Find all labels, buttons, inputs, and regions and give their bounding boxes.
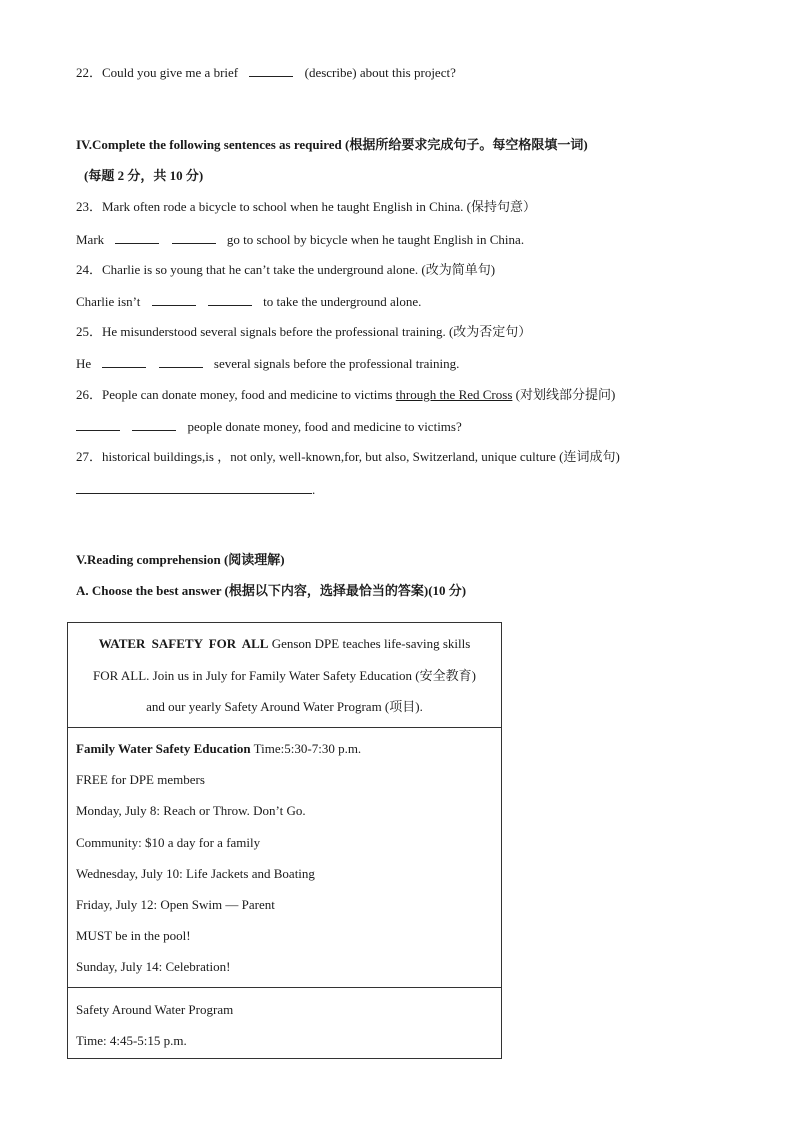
notice-divider-1 — [68, 727, 501, 728]
fwse-line-2: Monday, July 8: Reach or Throw. Don’t Go. — [76, 803, 306, 818]
q25-blank-2[interactable] — [159, 355, 203, 368]
fwse-line-5: Friday, July 12: Open Swim — Parent — [76, 897, 275, 912]
q25-prompt: 25．He misunderstood several signals before the professional training. (改为否定句） — [76, 324, 532, 339]
q26-underlined-part: through the Red Cross — [395, 387, 513, 402]
section-4-score: (每题 2 分，共 10 分) — [84, 168, 204, 183]
fwse-line-7: Sunday, July 14: Celebration! — [76, 959, 231, 974]
fwse-title: Family Water Safety Education — [76, 741, 251, 756]
q26-prompt-a: 26．People can donate money, food and medicine to victims — [76, 387, 393, 402]
q24-end: to take the underground alone. — [263, 294, 422, 309]
q26-prompt-b: (对划线部分提问) — [515, 387, 616, 402]
fwse-time: Time:5:30-7:30 p.m. — [253, 741, 362, 756]
notice-intro-1: Genson DPE teaches life-saving skills — [271, 636, 471, 651]
notice-intro-line-2: FOR ALL. Join us in July for Family Water Safety Education (安全教育) — [93, 668, 476, 683]
q23-blank-2[interactable] — [172, 231, 216, 244]
fwse-line-1: FREE for DPE members — [76, 772, 205, 787]
sawp-title: Safety Around Water Program — [76, 1002, 234, 1017]
q27-prompt: 27．historical buildings,is ，not only, well-known,for, but also, Switzerland, unique culture (连词成句) — [76, 449, 620, 464]
q26-blank-1[interactable] — [76, 418, 120, 431]
q27-end: . — [312, 482, 316, 497]
section-4-heading: IV.Complete the following sentences as required (根据所给要求完成句子。每空格限填一词) — [76, 137, 588, 152]
notice-intro-line-1 — [68, 636, 501, 652]
fwse-line-3: Community: $10 a day for a family — [76, 835, 261, 850]
q24-blank-2[interactable] — [208, 293, 252, 306]
q22-blank[interactable] — [249, 64, 293, 77]
fwse-line-4: Wednesday, July 10: Life Jackets and Boating — [76, 866, 315, 881]
fwse-line-6: MUST be in the pool! — [76, 928, 191, 943]
q23-answer-line — [76, 231, 524, 248]
q22-text-b: (describe) about this project? — [304, 65, 456, 80]
q26-prompt — [76, 387, 615, 403]
q25-start: He — [76, 356, 92, 371]
q24-start: Charlie isn’t — [76, 294, 141, 309]
q25-blank-1[interactable] — [102, 355, 146, 368]
q22-text-a: 22．Could you give me a brief — [76, 65, 239, 80]
q23-prompt: 23．Mark often rode a bicycle to school when he taught English in China. (保持句意） — [76, 199, 536, 214]
q27-blank[interactable] — [76, 481, 312, 494]
q24-answer-line — [76, 293, 421, 310]
section-5-subheading: A. Choose the best answer (根据以下内容，选择最恰当的答案)(10 分) — [76, 583, 467, 598]
water-safety-notice — [67, 622, 502, 1059]
sawp-time: Time: 4:45-5:15 p.m. — [76, 1033, 187, 1048]
q23-blank-1[interactable] — [115, 231, 159, 244]
q26-end: people donate money, food and medicine to victims? — [187, 419, 462, 434]
q26-answer-line — [76, 418, 462, 435]
notice-title: WATER SAFETY FOR ALL — [98, 636, 269, 651]
q24-blank-1[interactable] — [152, 293, 196, 306]
notice-intro-line-3: and our yearly Safety Around Water Program (项目). — [146, 699, 423, 714]
question-22 — [76, 64, 456, 81]
q23-end: go to school by bicycle when he taught English in China. — [226, 232, 525, 247]
q25-end: several signals before the professional training. — [213, 356, 460, 371]
notice-divider-2 — [68, 987, 501, 988]
q26-blank-2[interactable] — [132, 418, 176, 431]
fwse-header — [76, 741, 361, 757]
q25-answer-line — [76, 355, 459, 372]
section-5-heading: V.Reading comprehension (阅读理解) — [76, 552, 285, 567]
q27-answer-line — [76, 481, 315, 498]
q24-prompt: 24．Charlie is so young that he can’t take the underground alone. (改为简单句) — [76, 262, 496, 277]
q23-start: Mark — [76, 232, 105, 247]
